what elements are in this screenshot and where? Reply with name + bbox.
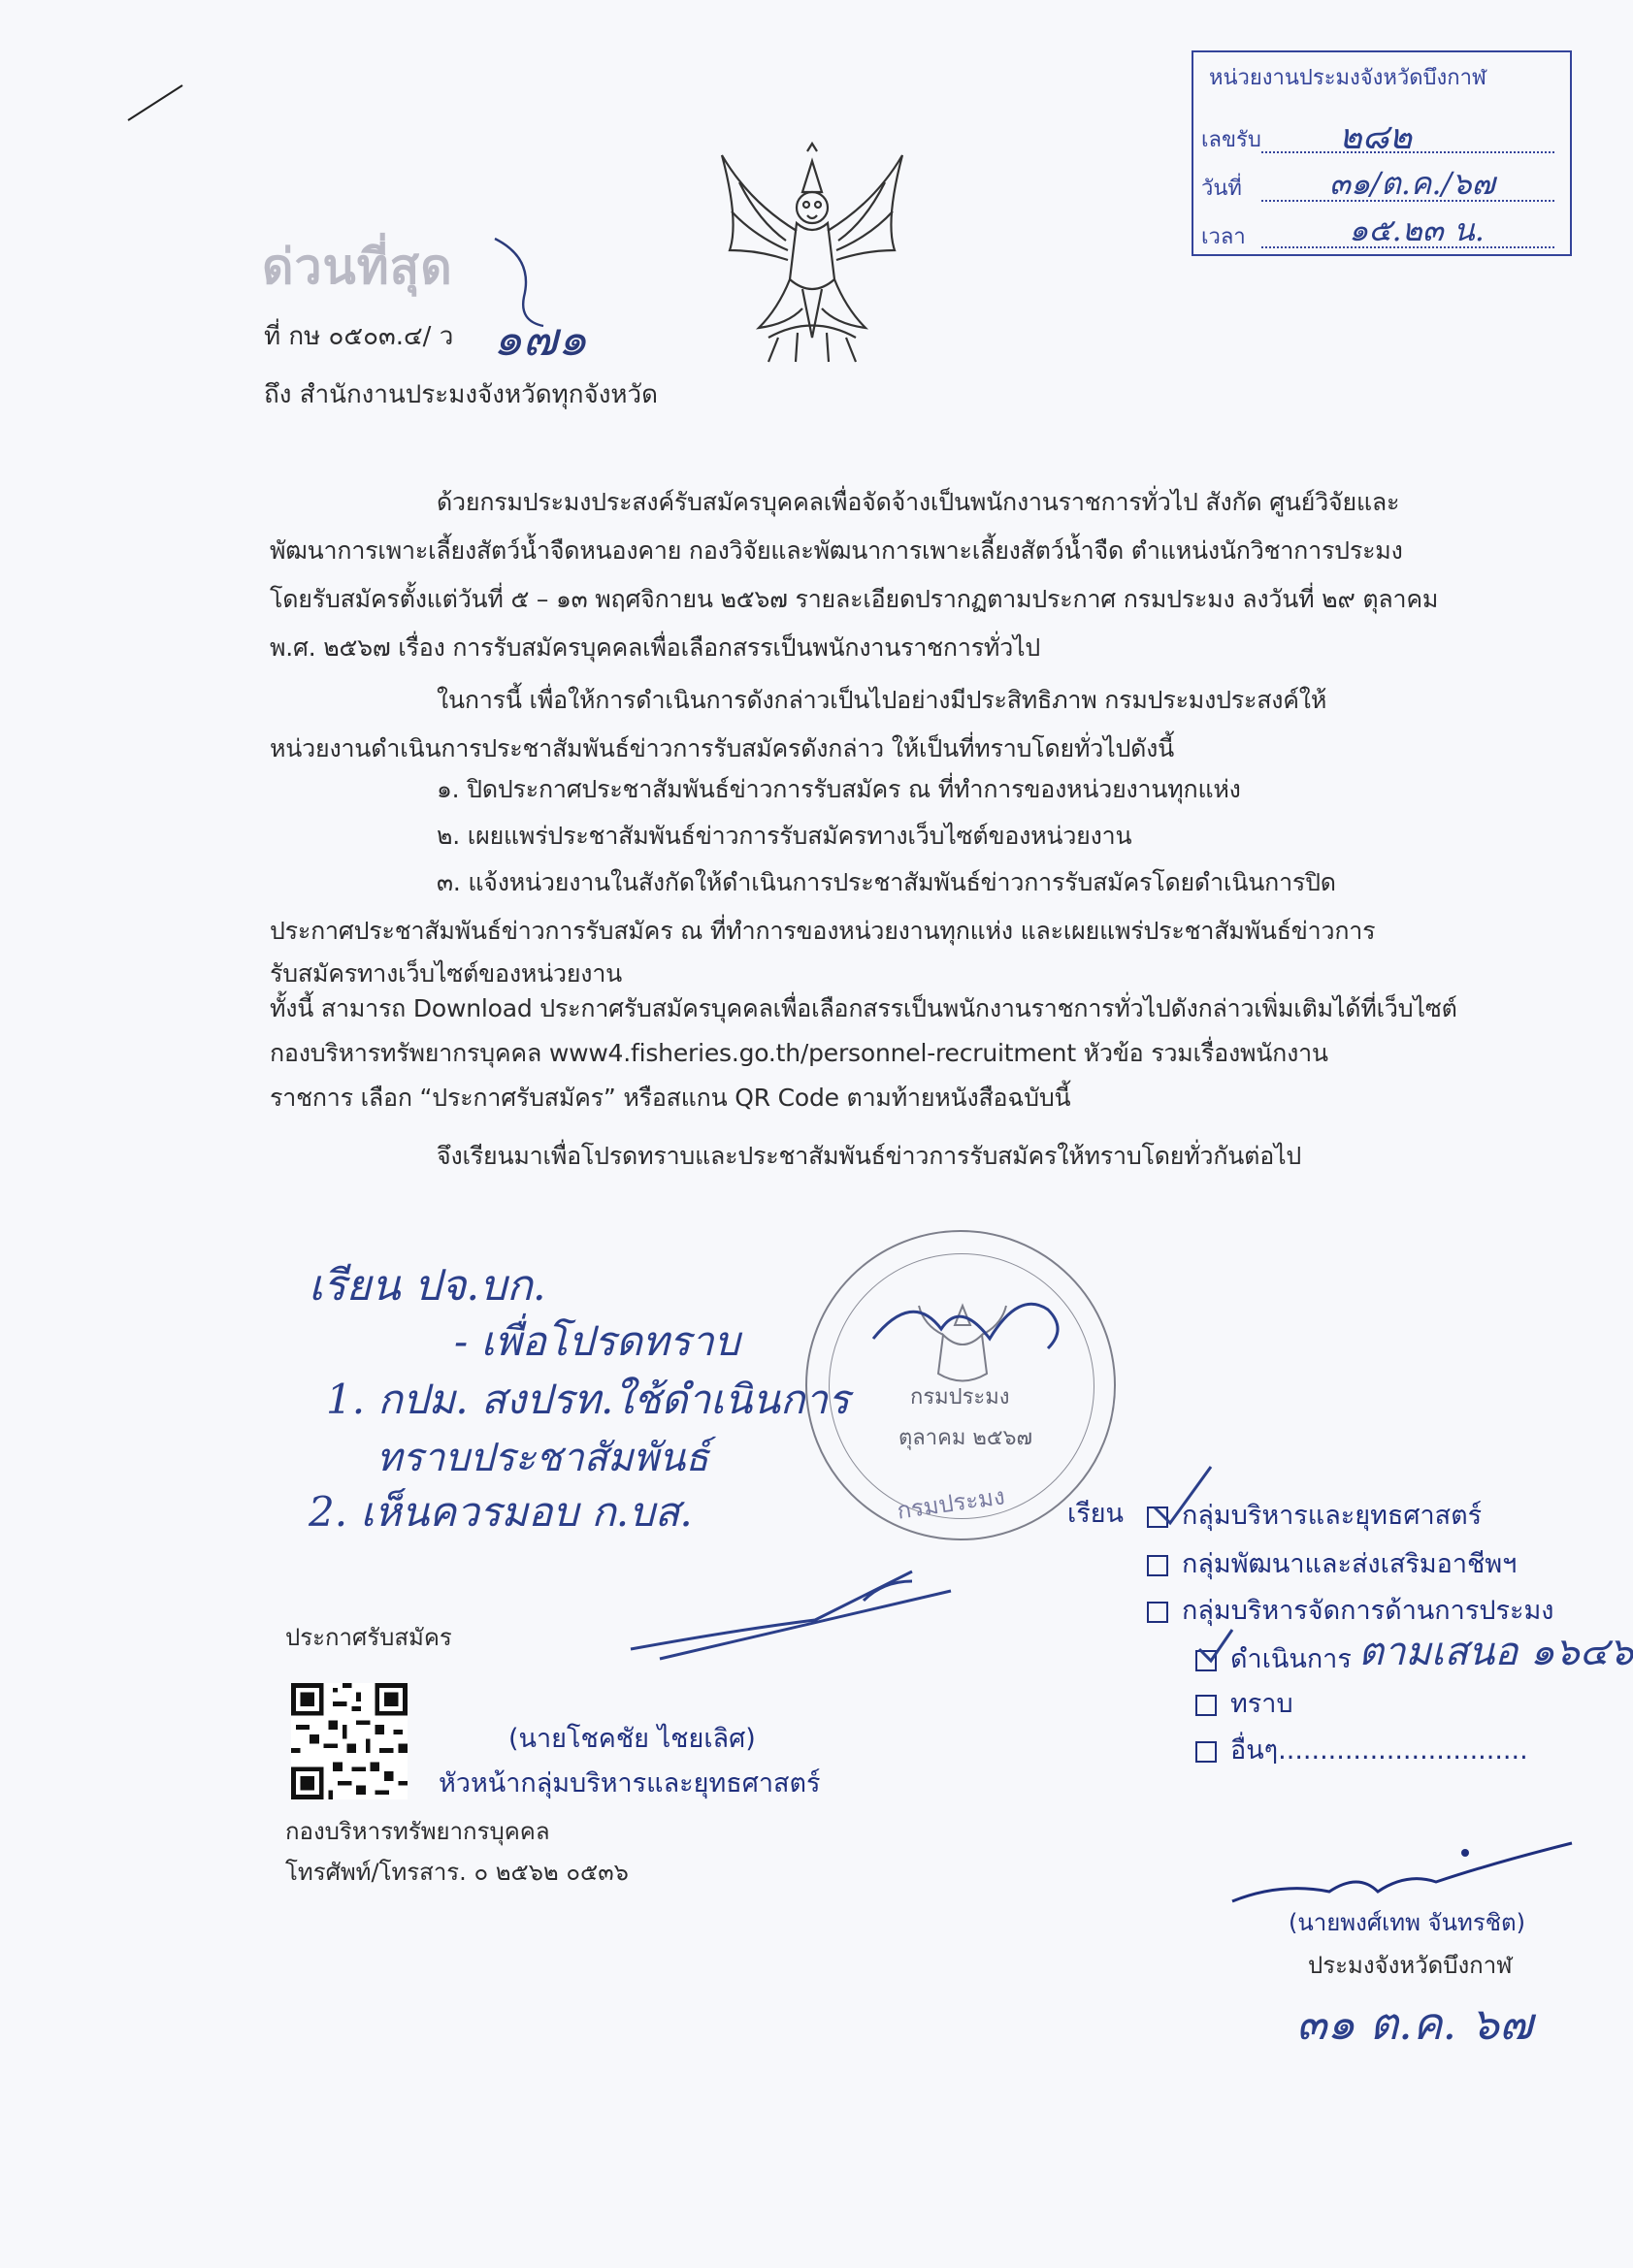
body-line-11: รับสมัครทางเว็บไซต์ของหน่วยงาน [270,959,623,988]
receipt-date-label: วันที่ [1201,177,1242,201]
provincial-signer-name: (นายพงศ์เทพ จันทรชิต) [1289,1909,1525,1936]
routing-item-3[interactable]: กลุ่มบริหารจัดการด้านการประมง [1147,1589,1553,1631]
body-line-3: โดยรับสมัครตั้งแต่วันที่ ๕ – ๑๓ พฤศจิกายน ๒๕๖๗ รายละเอียดปรากฏตามประกาศ กรมประมง ลงวันที่ ๒๙ ตุลาคม [270,585,1439,613]
routing-check-mark [1147,1461,1215,1529]
body-line-15: จึงเรียนมาเพื่อโปรดทราบและประชาสัมพันธ์ข่าวการรับสมัครให้ทราบโดยทั่วกันต่อไป [437,1142,1302,1170]
body-line-5: ในการนี้ เพื่อให้การดำเนินการดังกล่าวเป็นไปอย่างมีประสิทธิภาพ กรมประมงประสงค์ให้ [437,686,1327,714]
reference-number: ๑๗๑ [493,312,588,367]
checkbox-icon[interactable] [1147,1602,1168,1623]
routing-item-2[interactable]: กลุ่มพัฒนาและส่งเสริมอาชีพฯ [1147,1542,1517,1584]
body-line-4: พ.ศ. ๒๕๖๗ เรื่อง การรับสมัครบุคคลเพื่อเลือกสรรเป็นพนักงานราชการทั่วไป [270,633,1041,662]
body-line-1: ด้วยกรมประมงประสงค์รับสมัครบุคคลเพื่อจัดจ้างเป็นพนักงานราชการทั่วไป สังกัด ศูนย์วิจัยและ [437,488,1400,516]
footer-phone: โทรศัพท์/โทรสาร. ๐ ๒๕๖๒ ๐๕๓๖ [285,1859,629,1886]
checkbox-icon[interactable] [1147,1555,1168,1576]
receipt-number-label: เลขรับ [1201,128,1261,152]
body-line-8: ๒. เผยแพร่ประชาสัมพันธ์ข่าวการรับสมัครทางเว็บไซต์ของหน่วยงาน [437,822,1132,850]
body-line-6: หน่วยงานดำเนินการประชาสัมพันธ์ข่าวการรับสมัครดังกล่าว ให้เป็นที่ทราบโดยทั่วไปดังนี้ [270,734,1175,762]
action-check-mark [1195,1626,1234,1665]
receipt-stamp [1192,50,1572,256]
action-item-3[interactable]: อื่นๆ.............................. [1195,1729,1528,1770]
receipt-time-label: เวลา [1201,225,1246,249]
body-line-7: ๑. ปิดประกาศประชาสัมพันธ์ข่าวการรับสมัคร ณ ที่ทำการของหน่วยงานทุกแห่ง [437,775,1241,803]
body-line-9: ๓. แจ้งหน่วยงานในสังกัดให้ดำเนินการประชาสัมพันธ์ข่าวการรับสมัครโดยดำเนินการปิด [437,868,1336,896]
body-line-10: ประกาศประชาสัมพันธ์ข่าวการรับสมัคร ณ ที่ทำการของหน่วยงานทุกแห่ง และเผยแพร่ประชาสัมพันธ์ข่าวการ [270,917,1376,945]
signer-position: หัวหน้ากลุ่มบริหารและยุทธศาสตร์ [439,1768,821,1798]
reference-prefix: ที่ กษ ๐๕๐๓.๔/ ว [264,322,454,351]
pen-mark [124,81,186,124]
seal-date: ตุลาคม ๒๕๖๗ [898,1426,1032,1450]
note-line-3: 1. กปม. สงปรท.ใช้ดำเนินการ [326,1376,850,1423]
body-line-2: พัฒนาการเพาะเลี้ยงสัตว์น้ำจืดหนองคาย กองวิจัยและพัฒนาการเพาะเลี้ยงสัตว์น้ำจืด ตำแหน่งนักวิชาการประมง [270,536,1403,565]
note-line-2: - เพื่อโปรดทราบ [454,1317,740,1365]
urgency-label: ด่วนที่สุด [262,239,453,295]
routing-item-1[interactable]: กลุ่มบริหารและยุทธศาสตร์ [1147,1494,1482,1536]
signer-signature [621,1552,970,1688]
footer-department: กองบริหารทรัพยากรบุคคล [285,1818,550,1845]
receipt-time-value: ๑๕.๒๓ น. [1349,211,1485,248]
body-line-12: ทั้งนี้ สามารถ Download ประกาศรับสมัครบุคคลเพื่อเลือกสรรเป็นพนักงานราชการทั่วไปดังกล่าวเพิ่มเติมได้ที่เว็บไซต์ [270,994,1457,1022]
signer-name: (นายโชคชัย ไชยเลิศ) [508,1724,756,1754]
checkbox-icon[interactable] [1195,1695,1217,1716]
handwritten-signature-seal [854,1271,1087,1368]
addressee: ถึง สำนักงานประมงจังหวัดทุกจังหวัด [264,380,659,409]
qr-label: ประกาศรับสมัคร [285,1624,452,1651]
seal-dept: กรมประมง [910,1385,1010,1409]
body-line-13: กองบริหารทรัพยากรบุคคล www4.fisheries.go.th/personnel-recruitment หัวข้อ รวมเรื่องพนักงาน [270,1039,1328,1067]
note-line-1: เรียน ปจ.บก. [309,1261,546,1311]
garuda-emblem [710,144,914,367]
body-line-14: ราชการ เลือก “ประกาศรับสมัคร” หรือสแกน QR Code ตามท้ายหนังสือฉบับนี้ [270,1084,1071,1112]
checkbox-icon[interactable] [1195,1741,1217,1763]
reference-flourish [485,229,563,336]
receipt-number-value: ๒๘๒ [1339,117,1413,157]
receipt-date-value: ๓๑/ต.ค./๖๗ [1329,165,1495,202]
note-line-5: 2. เห็นควรมอบ ก.บส. [309,1488,693,1536]
qr-code-icon[interactable] [291,1683,408,1799]
action-handwriting: ตามเสนอ ๑๖๔๖ [1358,1630,1633,1674]
seal-ring-text: กรมประมง [895,1482,1007,1525]
receipt-header: หน่วยงานประมงจังหวัดบึงกาฬ [1209,66,1486,90]
routing-salutation: เรียน [1067,1499,1125,1529]
note-line-4: ทราบประชาสัมพันธ์ [376,1436,709,1480]
action-item-1[interactable]: ดำเนินการ [1195,1637,1352,1679]
provincial-signer-position: ประมงจังหวัดบึงกาฬ [1308,1952,1513,1979]
action-item-2[interactable]: ทราบ [1195,1682,1293,1724]
provincial-date-handwriting: ๓๑ ต.ค. ๖๗ [1296,1997,1533,2050]
